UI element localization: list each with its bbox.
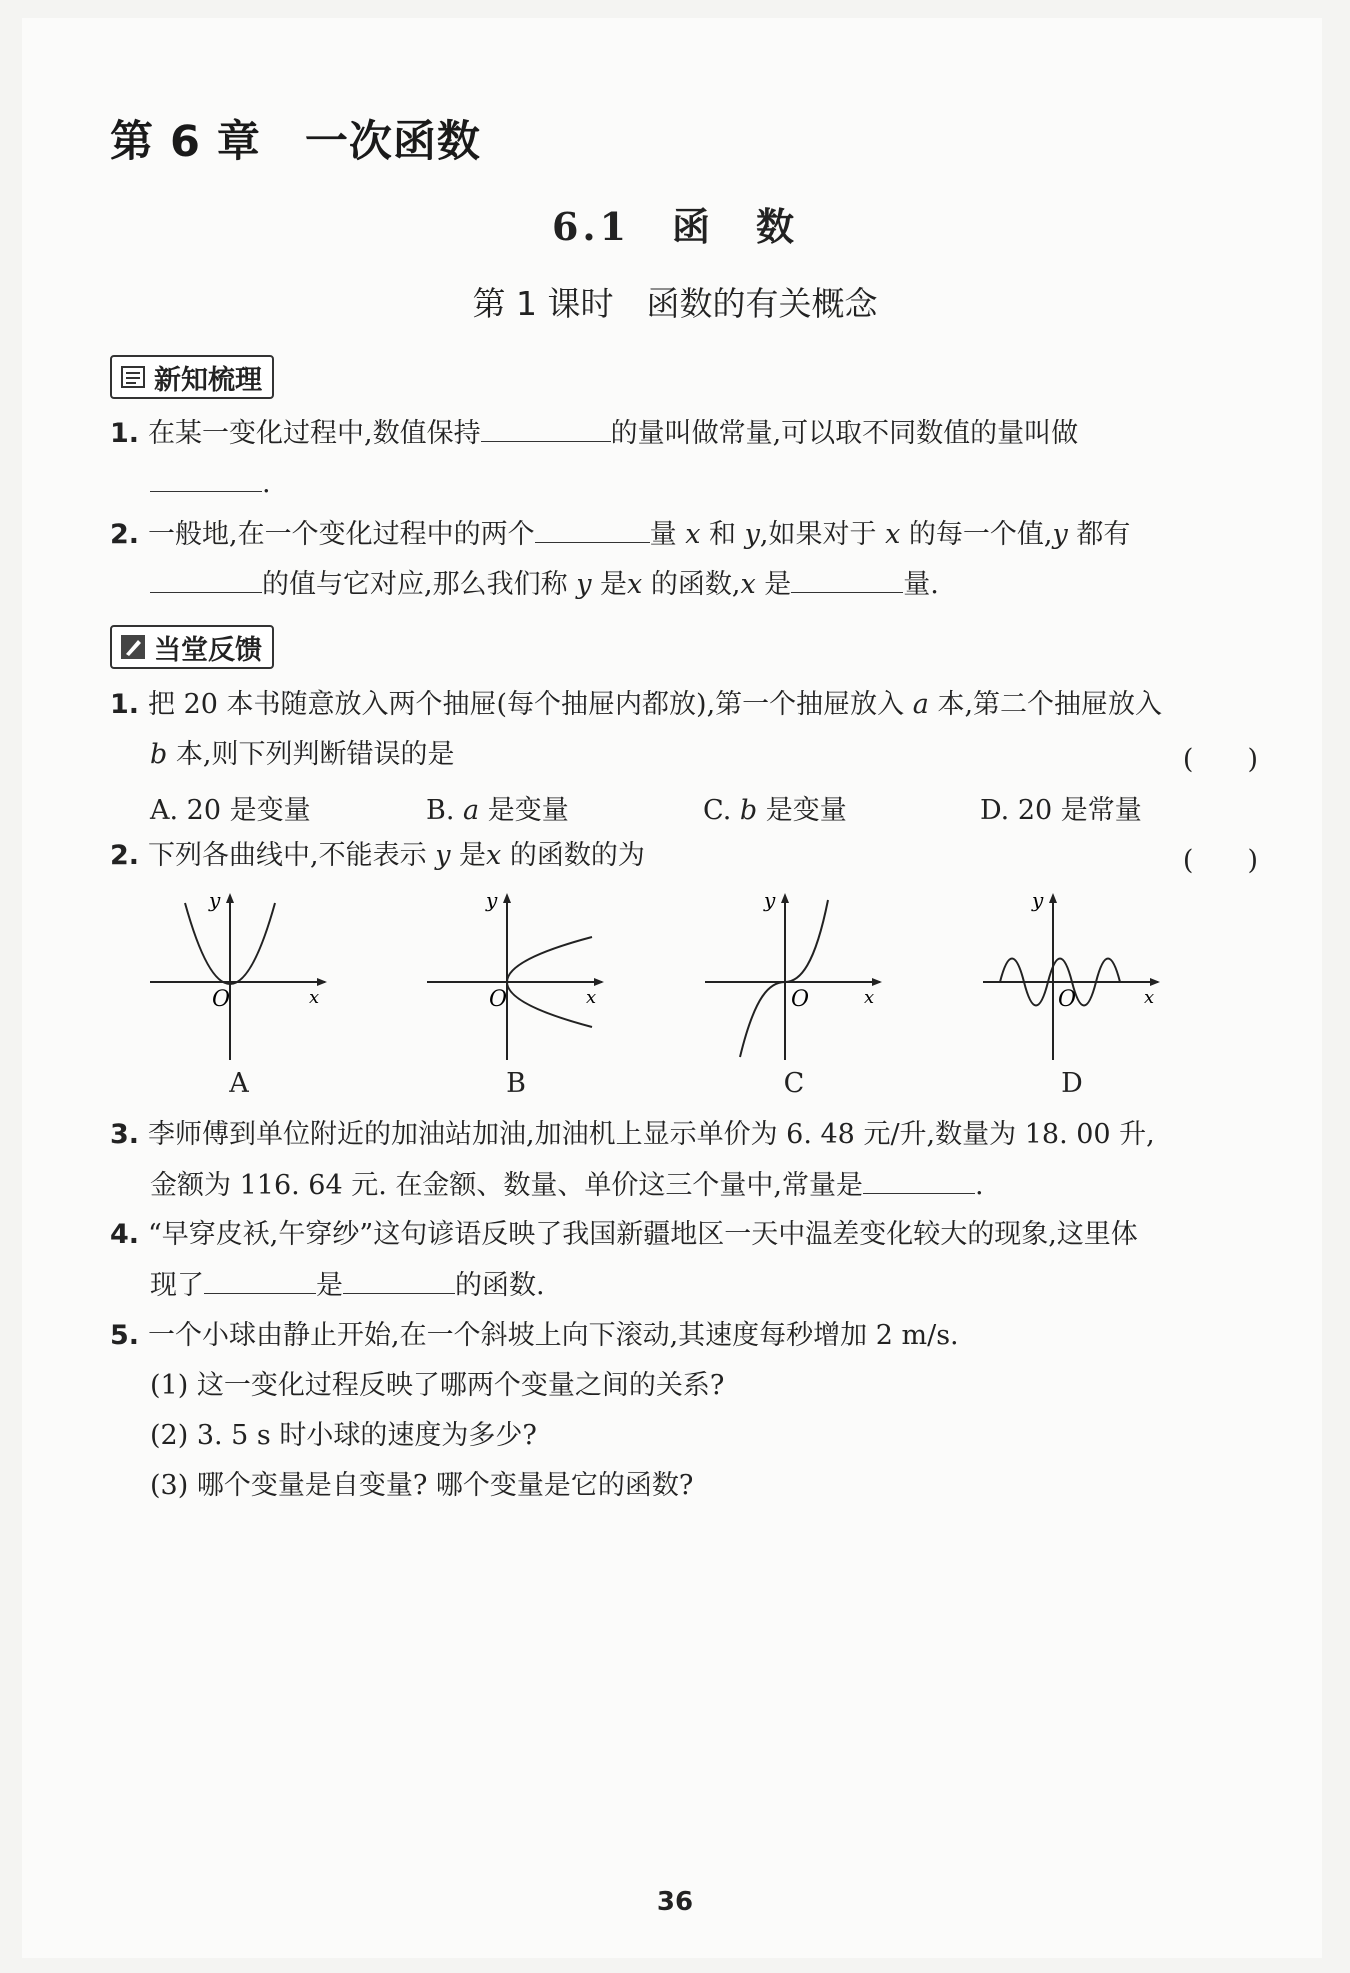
question-text: 的量叫做常量,可以取不同数值的量叫做	[610, 418, 1079, 449]
section-title: 6.1 函 数	[551, 204, 799, 249]
graph-c	[700, 885, 890, 1065]
option-letter: B.	[426, 795, 455, 826]
feedback-q5-line1	[110, 1318, 959, 1354]
feedback-q5-sub2: (2) 3. 5 s 时小球的速度为多少?	[150, 1420, 537, 1451]
variable-b: b	[150, 739, 168, 770]
graph-label-b[interactable]: B	[506, 1068, 526, 1099]
question-text: .	[262, 468, 271, 499]
book-icon	[120, 364, 146, 390]
question-text: 李师傅到单位附近的加油站加油,加油机上显示单价为 6. 48 元/升,数量为 18. 00 升,	[148, 1119, 1155, 1150]
question-text: 的函数.	[455, 1270, 545, 1301]
x-arrow	[1150, 978, 1160, 986]
feedback-q5-sub1: (1) 这一变化过程反映了哪两个变量之间的关系?	[150, 1370, 725, 1401]
variable-y: y	[576, 569, 592, 600]
origin-label: O	[212, 987, 231, 1012]
question-text: “早穿皮袄,午穿纱”这句谚语反映了我国新疆地区一天中温差变化较大的现象,这里体	[148, 1219, 1138, 1250]
answer-blank[interactable]	[791, 566, 903, 593]
question-text: 的值与它对应,那么我们称	[262, 569, 568, 600]
question-number: 1.	[110, 689, 140, 720]
y-arrow	[226, 893, 234, 903]
question-text: 一般地,在一个变化过程中的两个	[148, 519, 535, 550]
question-text: 量.	[903, 569, 939, 600]
y-label: y	[1032, 888, 1044, 912]
graph-b	[422, 885, 612, 1065]
y-arrow	[1049, 893, 1057, 903]
lesson-title: 第 1 课时 函数的有关概念	[472, 284, 878, 323]
x-arrow	[594, 978, 604, 986]
question-text: .	[974, 1170, 984, 1201]
question-number: 5.	[110, 1320, 140, 1351]
y-label: y	[486, 888, 498, 912]
question-text: 的函数的为	[509, 840, 645, 871]
knowledge-q1-line2	[150, 465, 271, 502]
origin-label: O	[489, 987, 508, 1012]
pen-icon	[120, 634, 146, 660]
feedback-q2-line1	[110, 838, 645, 874]
answer-blank[interactable]	[204, 1267, 316, 1294]
feedback-q4-line1	[110, 1217, 1138, 1253]
question-text: 是	[316, 1270, 343, 1301]
x-label: x	[864, 987, 875, 1008]
variable-a: a	[912, 689, 929, 720]
graph-a	[145, 885, 335, 1065]
question-text: 本,第二个抽屉放入	[937, 689, 1163, 720]
origin-label: O	[791, 987, 810, 1012]
question-text: 都有	[1076, 519, 1131, 550]
question-text: 本,则下列判断错误的是	[175, 739, 455, 770]
variable-a: a	[463, 795, 480, 826]
feedback-q1-line1	[110, 687, 1162, 723]
option-c[interactable]	[703, 788, 847, 827]
chapter-title: 第 6 章 一次函数	[110, 117, 481, 167]
section-header-new-knowledge	[110, 355, 274, 399]
question-text: 量	[649, 519, 677, 550]
question-number: 2.	[110, 519, 140, 550]
y-label: y	[209, 888, 221, 912]
question-number: 1.	[110, 418, 140, 449]
section-header-label: 当堂反馈	[154, 634, 262, 666]
feedback-q4-line2	[150, 1267, 545, 1304]
graph-label-c[interactable]: C	[783, 1068, 805, 1099]
origin-label: O	[1058, 987, 1077, 1012]
variable-x: x	[627, 569, 643, 600]
option-a[interactable]: A. 20 是变量	[150, 795, 311, 826]
question-text: 下列各曲线中,不能表示	[148, 840, 427, 871]
question-number: 4.	[110, 1219, 140, 1250]
page-number: 36	[656, 1887, 694, 1917]
variable-b: b	[739, 795, 758, 826]
question-text: ,如果对于	[759, 519, 877, 550]
question-text: 的函数,	[650, 569, 741, 600]
answer-parentheses[interactable]: ( )	[1182, 744, 1258, 775]
knowledge-q2-line2	[150, 566, 939, 603]
question-text: 在某一变化过程中,数值保持	[148, 418, 481, 449]
question-text: 是	[459, 840, 487, 871]
feedback-q3-line1	[110, 1117, 1155, 1153]
question-text: 的每一个值,	[908, 519, 1053, 550]
y-label: y	[764, 888, 776, 912]
question-text: 一个小球由静止开始,在一个斜坡上向下滚动,其速度每秒增加 2 m/s.	[148, 1320, 959, 1351]
feedback-q5-sub3: (3) 哪个变量是自变量? 哪个变量是它的函数?	[150, 1470, 694, 1501]
graph-label-d[interactable]: D	[1061, 1068, 1083, 1099]
option-text: 是变量	[487, 795, 569, 826]
variable-y: y	[1052, 519, 1068, 550]
answer-blank[interactable]	[150, 566, 262, 593]
variable-x: x	[685, 519, 701, 550]
answer-blank[interactable]	[481, 415, 611, 442]
variable-x: x	[486, 840, 502, 871]
knowledge-q1-line1	[110, 415, 1078, 452]
option-text: 是变量	[765, 795, 847, 826]
question-number: 2.	[110, 840, 140, 871]
question-number: 3.	[110, 1119, 140, 1150]
question-text: 把 20 本书随意放入两个抽屉(每个抽屉内都放),第一个抽屉放入	[148, 689, 905, 720]
x-label: x	[586, 987, 597, 1008]
answer-blank[interactable]	[535, 516, 650, 543]
option-b[interactable]	[426, 788, 569, 827]
answer-blank[interactable]	[343, 1267, 455, 1294]
x-arrow	[317, 978, 327, 986]
answer-blank[interactable]	[863, 1167, 975, 1194]
knowledge-q2-line1	[110, 516, 1130, 553]
y-arrow	[503, 893, 511, 903]
question-text: 是	[600, 569, 628, 600]
feedback-q1-line2	[150, 737, 454, 773]
section-header-feedback	[110, 625, 274, 669]
question-text: 是	[764, 569, 792, 600]
option-letter: C.	[703, 795, 732, 826]
question-text: 金额为 116. 64 元. 在金额、数量、单价这三个量中,常量是	[150, 1170, 863, 1201]
variable-y: y	[744, 519, 760, 550]
feedback-q3-line2	[150, 1167, 984, 1204]
x-arrow	[872, 978, 882, 986]
option-d[interactable]: D. 20 是常量	[980, 795, 1142, 826]
variable-x: x	[740, 569, 756, 600]
section-header-label: 新知梳理	[154, 364, 262, 396]
graph-d	[978, 885, 1168, 1065]
x-label: x	[1144, 987, 1155, 1008]
question-text: 现了	[150, 1270, 204, 1301]
answer-blank[interactable]	[150, 465, 262, 492]
graph-label-a[interactable]: A	[229, 1068, 249, 1099]
variable-y: y	[435, 840, 451, 871]
x-label: x	[309, 987, 320, 1008]
answer-parentheses[interactable]: ( )	[1182, 845, 1258, 876]
question-text: 和	[709, 519, 737, 550]
variable-x: x	[885, 519, 901, 550]
y-arrow	[781, 893, 789, 903]
